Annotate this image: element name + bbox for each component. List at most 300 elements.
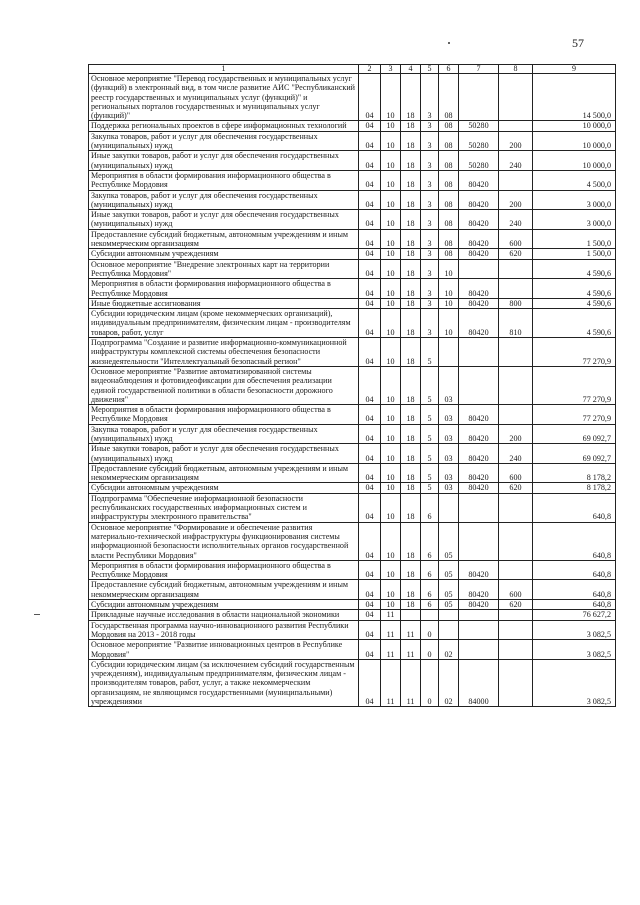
table-row [89,640,616,660]
cell-amount: 14 500,0 [533,74,616,121]
table-row [89,366,616,404]
cell-expense-type: 600 [499,463,533,483]
cell-name: Мероприятия в области формирования информационного общества в Республике Мордовия [89,560,359,580]
cell-subprogram: 5 [421,405,439,425]
cell-expense-type [499,560,533,580]
table-row [89,522,616,560]
cell-amount: 1 500,0 [533,229,616,249]
cell-activity [439,620,459,640]
cell-name: Субсидии автономным учреждениям [89,483,359,493]
cell-section: 04 [359,640,381,660]
cell-program: 18 [401,229,421,249]
cell-subsection: 10 [381,249,401,259]
cell-amount: 77 270,9 [533,338,616,367]
cell-program: 18 [401,74,421,121]
cell-name: Закупка товаров, работ и услуг для обеспечения государственных (муниципальных) нужд [89,190,359,210]
cell-section: 04 [359,522,381,560]
cell-name: Субсидии юридическим лицам (кроме некоммерческих организаций), индивидуальным предпринимателям, физическим лицам - производителям товаров, работ, услуг [89,309,359,338]
cell-expense-type [499,170,533,190]
table-row [89,338,616,367]
cell-section: 04 [359,151,381,171]
cell-direction: 50280 [459,121,499,131]
cell-direction: 80420 [459,600,499,610]
cell-activity: 08 [439,121,459,131]
cell-subprogram: 6 [421,600,439,610]
cell-subsection: 10 [381,279,401,299]
cell-subsection: 10 [381,151,401,171]
cell-program: 11 [401,640,421,660]
header-cell: 2 [359,65,381,74]
cell-expense-type: 200 [499,190,533,210]
cell-program: 18 [401,249,421,259]
cell-activity: 08 [439,74,459,121]
cell-expense-type [499,405,533,425]
cell-subprogram: 6 [421,560,439,580]
cell-subprogram: 3 [421,210,439,230]
cell-subprogram: 0 [421,640,439,660]
cell-name: Мероприятия в области формирования информационного общества в Республике Мордовия [89,405,359,425]
header-cell: 5 [421,65,439,74]
cell-expense-type: 240 [499,151,533,171]
table-row [89,483,616,493]
budget-table [88,64,616,707]
cell-subsection: 10 [381,190,401,210]
cell-subprogram: 3 [421,229,439,249]
cell-subprogram: 5 [421,483,439,493]
cell-direction: 80420 [459,229,499,249]
cell-activity: 10 [439,298,459,308]
cell-direction: 50280 [459,131,499,151]
cell-program: 18 [401,366,421,404]
header-row [89,65,616,74]
cell-program: 18 [401,600,421,610]
cell-amount: 8 178,2 [533,483,616,493]
cell-name: Предоставление субсидий бюджетным, автономным учреждениям и иным некоммерческим организациям [89,463,359,483]
cell-subsection: 11 [381,620,401,640]
cell-name: Основное мероприятие "Перевод государственных и муниципальных услуг (функций) в электронный вид, в том числе развитие АИС "Республиканский реестр государственных и муниципальных услуг (функций)" и региональных порталов государственных и муниципальных услуг (функций)" [89,74,359,121]
cell-activity: 08 [439,249,459,259]
table-row [89,444,616,464]
cell-activity: 05 [439,600,459,610]
cell-program: 18 [401,405,421,425]
cell-direction [459,338,499,367]
cell-amount: 4 590,6 [533,279,616,299]
table-row [89,580,616,600]
cell-subprogram: 3 [421,279,439,299]
cell-activity: 08 [439,170,459,190]
cell-expense-type [499,74,533,121]
cell-program: 18 [401,424,421,444]
cell-amount: 640,8 [533,580,616,600]
cell-program: 18 [401,151,421,171]
table-row [89,249,616,259]
cell-subsection: 10 [381,131,401,151]
cell-amount: 4 590,6 [533,309,616,338]
cell-section: 04 [359,279,381,299]
cell-subprogram: 0 [421,620,439,640]
cell-name: Основное мероприятие "Внедрение электронных карт на территории Республика Мордовия" [89,259,359,279]
cell-subsection: 10 [381,210,401,230]
cell-expense-type: 600 [499,580,533,600]
cell-direction: 80420 [459,424,499,444]
cell-subprogram: 3 [421,259,439,279]
cell-name: Прикладные научные исследования в области национальной экономики [89,610,359,620]
cell-amount: 3 082,5 [533,620,616,640]
cell-subsection: 10 [381,121,401,131]
cell-activity: 02 [439,659,459,706]
cell-program: 18 [401,444,421,464]
table-row [89,279,616,299]
cell-amount: 69 092,7 [533,424,616,444]
cell-subsection: 10 [381,424,401,444]
cell-amount: 3 082,5 [533,659,616,706]
cell-section: 04 [359,121,381,131]
cell-subsection: 11 [381,640,401,660]
cell-direction: 80420 [459,463,499,483]
table-row [89,131,616,151]
cell-activity: 03 [439,405,459,425]
cell-program: 18 [401,121,421,131]
cell-program: 18 [401,483,421,493]
header-cell: 6 [439,65,459,74]
header-cell: 4 [401,65,421,74]
cell-subprogram: 3 [421,131,439,151]
cell-activity: 10 [439,309,459,338]
cell-program: 18 [401,210,421,230]
cell-program: 11 [401,659,421,706]
cell-name: Поддержка региональных проектов в сфере информационных технологий [89,121,359,131]
header-cell: 8 [499,65,533,74]
cell-amount: 10 000,0 [533,131,616,151]
cell-activity: 08 [439,190,459,210]
cell-name: Иные закупки товаров, работ и услуг для обеспечения государственных (муниципальных) нужд [89,444,359,464]
cell-program: 18 [401,131,421,151]
cell-subprogram: 5 [421,463,439,483]
cell-name: Предоставление субсидий бюджетным, автономным учреждениям и иным некоммерческим организациям [89,580,359,600]
cell-subprogram: 0 [421,659,439,706]
cell-direction: 80420 [459,170,499,190]
cell-expense-type: 200 [499,424,533,444]
table-row [89,309,616,338]
header-cell: 1 [89,65,359,74]
cell-subprogram: 3 [421,309,439,338]
cell-amount: 640,8 [533,522,616,560]
cell-activity: 08 [439,229,459,249]
table-row [89,560,616,580]
table-row [89,493,616,522]
cell-subprogram: 3 [421,170,439,190]
cell-program [401,610,421,620]
cell-direction [459,366,499,404]
cell-activity: 03 [439,483,459,493]
cell-amount: 640,8 [533,560,616,580]
cell-subsection: 10 [381,522,401,560]
cell-activity: 08 [439,151,459,171]
cell-activity: 08 [439,210,459,230]
cell-program: 18 [401,170,421,190]
cell-section: 04 [359,229,381,249]
table-row [89,424,616,444]
cell-section: 04 [359,405,381,425]
cell-subprogram: 3 [421,249,439,259]
cell-subsection: 10 [381,405,401,425]
cell-expense-type [499,610,533,620]
cell-section: 04 [359,560,381,580]
cell-amount: 3 082,5 [533,640,616,660]
cell-subprogram: 3 [421,121,439,131]
cell-expense-type: 620 [499,483,533,493]
cell-subprogram: 6 [421,522,439,560]
cell-subsection: 10 [381,366,401,404]
cell-name: Основное мероприятие "Развитие инновационных центров в Республике Мордовия" [89,640,359,660]
table-row [89,170,616,190]
cell-activity: 02 [439,640,459,660]
cell-direction: 80420 [459,405,499,425]
cell-activity: 05 [439,560,459,580]
cell-expense-type [499,259,533,279]
table-row [89,610,616,620]
cell-section: 04 [359,620,381,640]
cell-direction: 80420 [459,580,499,600]
cell-activity: 05 [439,580,459,600]
cell-expense-type: 240 [499,444,533,464]
cell-amount: 640,8 [533,493,616,522]
cell-activity: 05 [439,522,459,560]
cell-subprogram: 3 [421,74,439,121]
cell-subsection: 10 [381,463,401,483]
table-row [89,190,616,210]
cell-activity [439,338,459,367]
cell-section: 04 [359,600,381,610]
cell-amount: 640,8 [533,600,616,610]
cell-expense-type: 810 [499,309,533,338]
cell-subsection: 10 [381,229,401,249]
cell-direction: 80420 [459,560,499,580]
cell-activity: 10 [439,259,459,279]
cell-subsection: 10 [381,560,401,580]
header-cell: 7 [459,65,499,74]
cell-expense-type [499,279,533,299]
cell-activity: 03 [439,444,459,464]
cell-section: 04 [359,580,381,600]
cell-direction [459,620,499,640]
cell-section: 04 [359,424,381,444]
cell-subsection: 11 [381,610,401,620]
cell-name: Иные закупки товаров, работ и услуг для обеспечения государственных (муниципальных) нужд [89,210,359,230]
cell-subsection: 10 [381,483,401,493]
cell-amount: 76 627,2 [533,610,616,620]
cell-section: 04 [359,298,381,308]
cell-section: 04 [359,483,381,493]
cell-subprogram [421,610,439,620]
table-row [89,259,616,279]
cell-expense-type: 200 [499,131,533,151]
cell-subprogram: 5 [421,366,439,404]
cell-name: Иные бюджетные ассигнования [89,298,359,308]
cell-subsection: 10 [381,600,401,610]
cell-subsection: 10 [381,74,401,121]
cell-subprogram: 3 [421,151,439,171]
table-row [89,229,616,249]
cell-subsection: 10 [381,309,401,338]
cell-subsection: 10 [381,298,401,308]
cell-expense-type [499,659,533,706]
cell-direction [459,259,499,279]
cell-amount: 8 178,2 [533,463,616,483]
cell-amount: 10 000,0 [533,121,616,131]
table-row [89,121,616,131]
cell-name: Подпрограмма "Обеспечение информационной безопасности республиканских государственных информационных систем и инфраструктуры электронного правительства" [89,493,359,522]
cell-direction: 80420 [459,483,499,493]
cell-section: 04 [359,249,381,259]
table-row [89,74,616,121]
cell-name: Мероприятия в области формирования информационного общества в Республике Мордовия [89,170,359,190]
cell-subsection: 10 [381,338,401,367]
cell-amount: 3 000,0 [533,210,616,230]
cell-direction: 80420 [459,309,499,338]
cell-amount: 10 000,0 [533,151,616,171]
cell-program: 18 [401,338,421,367]
cell-subsection: 11 [381,659,401,706]
cell-section: 04 [359,493,381,522]
cell-name: Основное мероприятие "Развитие автоматизированной системы видеонаблюдения и фотовидеофиксации для обеспечения реализации единой государственной политики в области безопасности дорожного движения" [89,366,359,404]
cell-name: Государственная программа научно-инновационного развития Республики Мордовия на 2013 - 2018 годы [89,620,359,640]
cell-name: Иные закупки товаров, работ и услуг для обеспечения государственных (муниципальных) нужд [89,151,359,171]
cell-amount: 77 270,9 [533,405,616,425]
cell-subprogram: 6 [421,493,439,522]
cell-direction [459,493,499,522]
cell-name: Субсидии автономным учреждениям [89,600,359,610]
cell-amount: 3 000,0 [533,190,616,210]
cell-direction [459,610,499,620]
cell-activity [439,610,459,620]
cell-direction [459,522,499,560]
cell-name: Предоставление субсидий бюджетным, автономным учреждениям и иным некоммерческим организациям [89,229,359,249]
cell-program: 11 [401,620,421,640]
table-row [89,298,616,308]
cell-subsection: 10 [381,444,401,464]
cell-direction: 80420 [459,279,499,299]
table-row [89,405,616,425]
cell-activity: 03 [439,366,459,404]
cell-section: 04 [359,74,381,121]
cell-name: Мероприятия в области формирования информационного общества в Республике Мордовия [89,279,359,299]
cell-expense-type [499,338,533,367]
cell-subprogram: 5 [421,338,439,367]
cell-activity: 03 [439,463,459,483]
cell-subprogram: 6 [421,580,439,600]
cell-direction: 80420 [459,298,499,308]
cell-section: 04 [359,259,381,279]
table-row [89,151,616,171]
scan-dot [448,42,450,44]
cell-expense-type: 240 [499,210,533,230]
header-cell: 9 [533,65,616,74]
cell-activity [439,493,459,522]
cell-name: Подпрограмма "Создание и развитие информационно-коммуникационной инфраструктуры комплексной системы обеспечения безопасности жизнедеятельности "Интеллектуальный безопасный регион" [89,338,359,367]
cell-section: 04 [359,610,381,620]
cell-section: 04 [359,210,381,230]
cell-name: Закупка товаров, работ и услуг для обеспечения государственных (муниципальных) нужд [89,424,359,444]
cell-expense-type: 620 [499,600,533,610]
cell-section: 04 [359,338,381,367]
scan-mark [34,614,40,615]
cell-expense-type: 600 [499,229,533,249]
cell-direction: 80420 [459,444,499,464]
cell-subprogram: 3 [421,190,439,210]
cell-program: 18 [401,493,421,522]
table-row [89,463,616,483]
cell-name: Закупка товаров, работ и услуг для обеспечения государственных (муниципальных) нужд [89,131,359,151]
cell-subsection: 10 [381,493,401,522]
cell-expense-type [499,620,533,640]
cell-program: 18 [401,463,421,483]
cell-direction: 50280 [459,151,499,171]
page-number: 57 [572,36,584,50]
cell-program: 18 [401,580,421,600]
cell-subsection: 10 [381,580,401,600]
cell-section: 04 [359,131,381,151]
cell-program: 18 [401,298,421,308]
table-row [89,600,616,610]
cell-activity: 08 [439,131,459,151]
header-cell: 3 [381,65,401,74]
cell-section: 04 [359,309,381,338]
cell-expense-type [499,493,533,522]
cell-subsection: 10 [381,170,401,190]
table-row [89,620,616,640]
cell-expense-type [499,366,533,404]
cell-section: 04 [359,366,381,404]
cell-expense-type: 800 [499,298,533,308]
cell-expense-type [499,522,533,560]
cell-activity: 03 [439,424,459,444]
cell-amount: 4 500,0 [533,170,616,190]
cell-subprogram: 3 [421,298,439,308]
cell-amount: 77 270,9 [533,366,616,404]
cell-subprogram: 5 [421,444,439,464]
cell-direction: 80420 [459,249,499,259]
table-row [89,210,616,230]
cell-program: 18 [401,279,421,299]
cell-subsection: 10 [381,259,401,279]
cell-section: 04 [359,170,381,190]
cell-name: Субсидии юридическим лицам (за исключением субсидий государственным учреждениям), индивидуальным предпринимателям, физическим лицам - производителям товаров, работ, услуг, а также некоммерческим организациям, не являющимся государственными (муниципальными) учреждениями [89,659,359,706]
cell-expense-type [499,121,533,131]
cell-section: 04 [359,659,381,706]
cell-subprogram: 5 [421,424,439,444]
cell-amount: 69 092,7 [533,444,616,464]
cell-section: 04 [359,444,381,464]
cell-name: Основное мероприятие "Формирование и обеспечение развития материально-технической инфраструктуры функционирования системы информационной безопасности исполнительных органов государственной власти Республики Мордовия" [89,522,359,560]
cell-program: 18 [401,560,421,580]
cell-direction: 80420 [459,190,499,210]
cell-direction: 80420 [459,210,499,230]
table-row [89,659,616,706]
cell-direction [459,640,499,660]
cell-program: 18 [401,522,421,560]
cell-amount: 4 590,6 [533,259,616,279]
cell-name: Субсидии автономным учреждениям [89,249,359,259]
cell-direction [459,74,499,121]
cell-amount: 4 590,6 [533,298,616,308]
cell-direction: 84000 [459,659,499,706]
cell-expense-type: 620 [499,249,533,259]
cell-expense-type [499,640,533,660]
cell-amount: 1 500,0 [533,249,616,259]
cell-program: 18 [401,190,421,210]
cell-section: 04 [359,190,381,210]
